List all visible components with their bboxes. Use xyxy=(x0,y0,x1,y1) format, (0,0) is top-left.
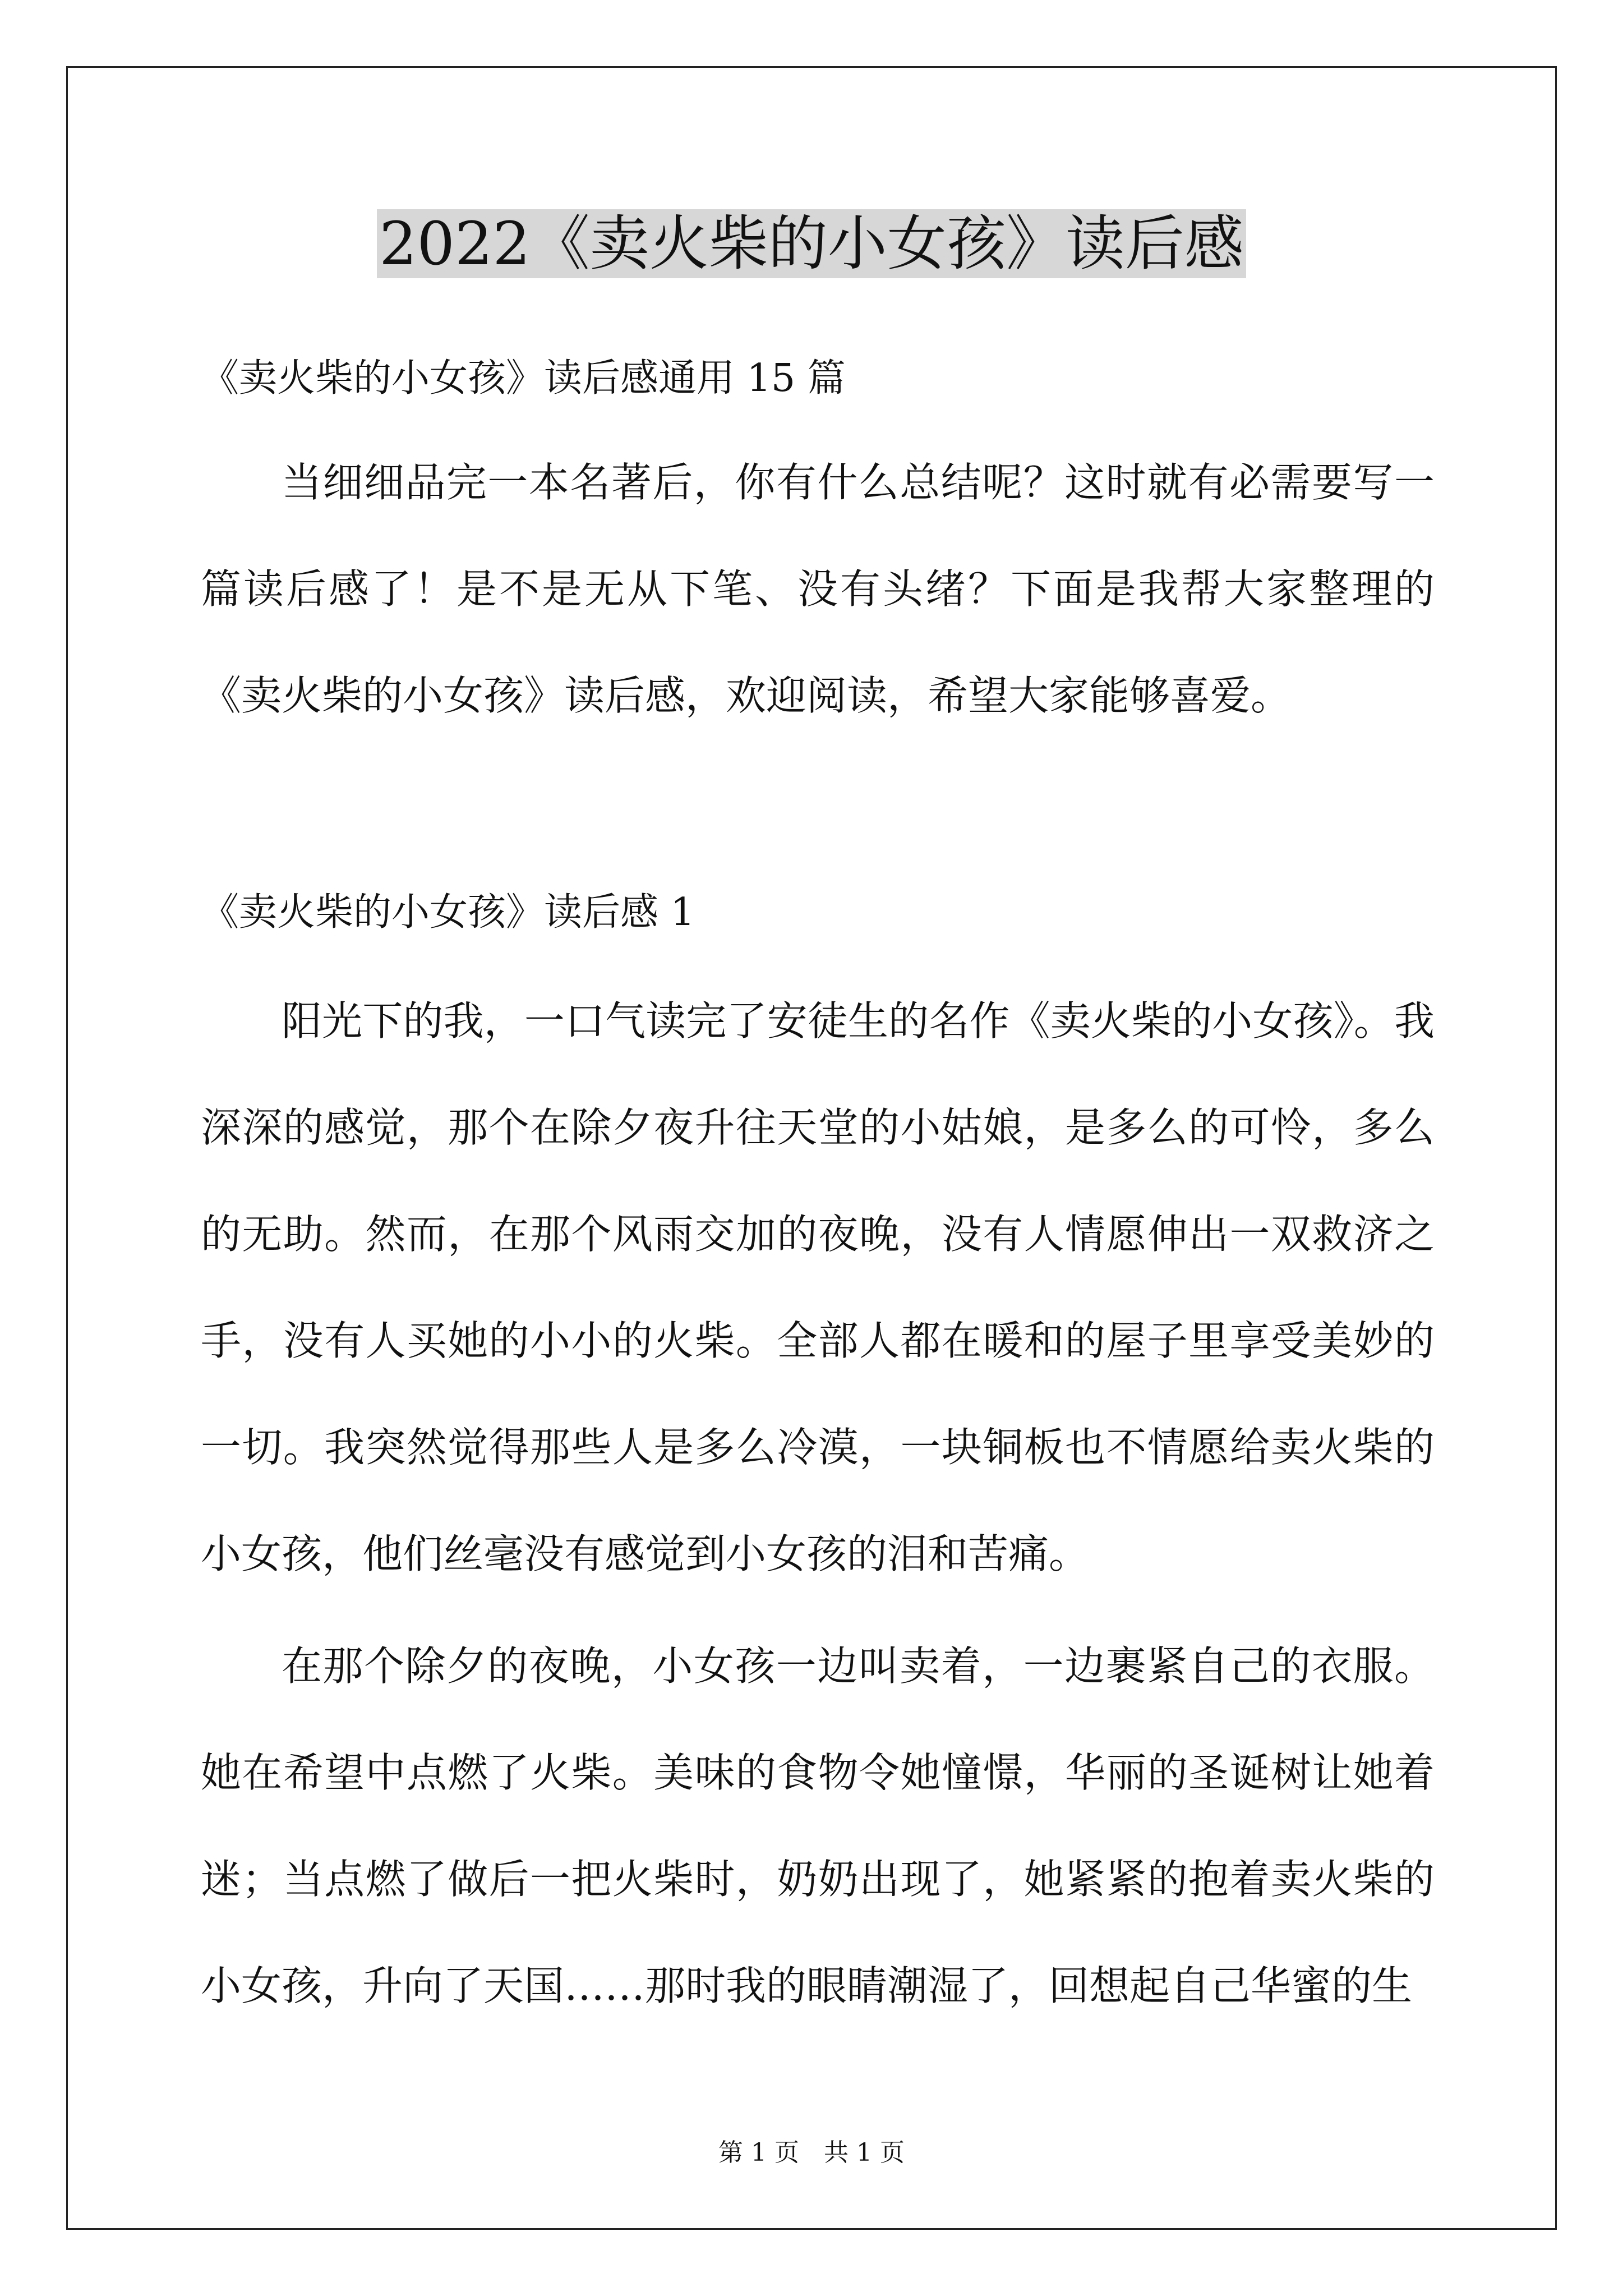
page-footer: 第 1 页 共 1 页 xyxy=(718,2138,905,2167)
intro-paragraph: 当细细品完一本名著后，你有什么总结呢？这时就有必需要写一篇读后感了！是不是无从下笔、没有头绪？下面是我帮大家整理的《卖火柴的小女孩》读后感，欢迎阅读，希望大家能够喜爱。 xyxy=(201,459,1435,719)
document-subtitle: 《卖火柴的小女孩》读后感通用 15 篇 xyxy=(201,356,846,401)
body-paragraph-2: 在那个除夕的夜晚，小女孩一边叫卖着，一边裹紧自己的衣服。她在希望中点燃了火柴。美味的食物令她憧憬，华丽的圣诞树让她着迷；当点燃了做后一把火柴时，奶奶出现了，她紧紧的抱着卖火柴的小女孩，升向了天国……那时我的眼睛潮湿了，回想起自己华蜜的生 xyxy=(201,1642,1435,2009)
section-heading: 《卖火柴的小女孩》读后感 1 xyxy=(201,890,695,935)
document-title xyxy=(0,202,1623,286)
body-paragraph-1: 阳光下的我，一口气读完了安徒生的名作《卖火柴的小女孩》。我深深的感觉，那个在除夕夜升往天堂的小姑娘，是多么的可怜，多么的无助。然而，在那个风雨交加的夜晚，没有人情愿伸出一双救济之手，没有人买她的小小的火柴。全部人都在暖和的屋子里享受美妙的一切。我突然觉得那些人是多么冷漠，一块铜板也不情愿给卖火柴的小女孩，他们丝毫没有感觉到小女孩的泪和苦痛。 xyxy=(201,997,1435,1577)
document-title-text: 2022《卖火柴的小女孩》读后感 xyxy=(377,209,1246,278)
